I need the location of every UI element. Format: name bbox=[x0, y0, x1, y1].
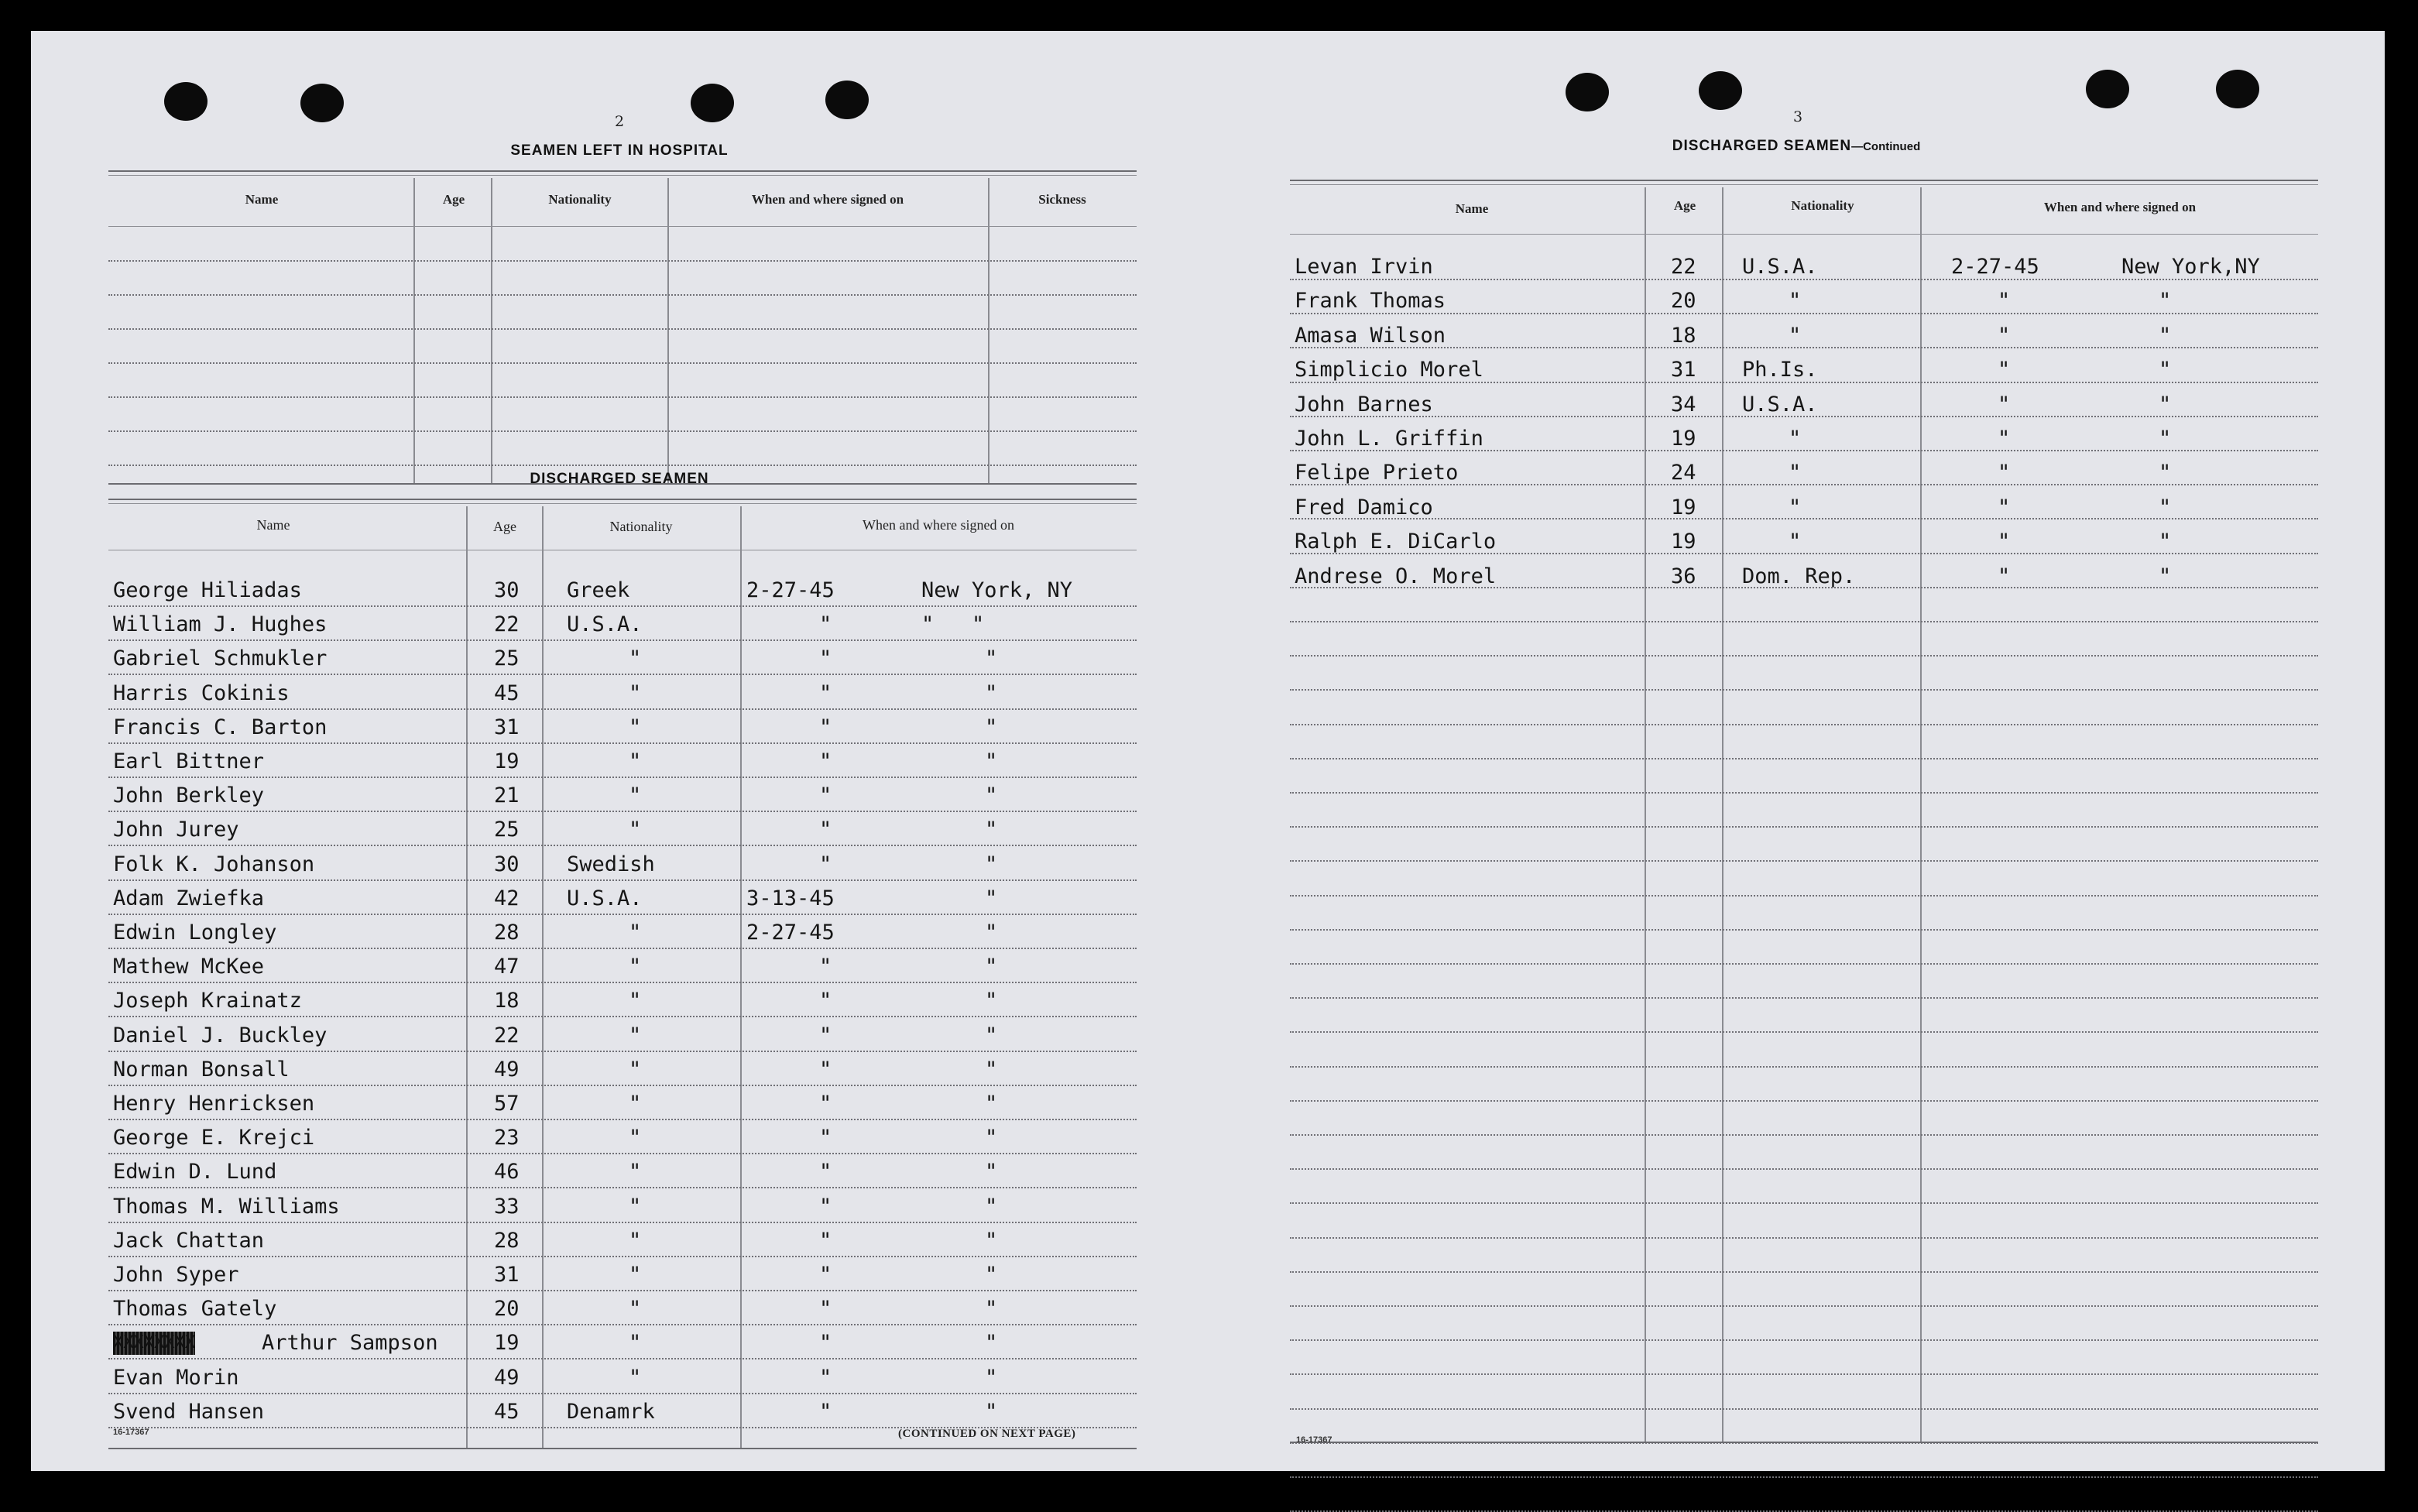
seaman-age: 31 bbox=[1671, 358, 1696, 382]
seaman-age: 57 bbox=[494, 1092, 520, 1116]
punch-hole bbox=[164, 82, 208, 121]
hospital-col-nationality: Nationality bbox=[548, 192, 612, 207]
seaman-age: 18 bbox=[1671, 324, 1696, 348]
punch-hole bbox=[825, 81, 869, 119]
signed-on-place: " bbox=[985, 955, 998, 979]
signed-on-date: 3-13-45 bbox=[746, 886, 835, 910]
seaman-age: 19 bbox=[494, 749, 520, 773]
right-col-nationality: Nationality bbox=[1791, 198, 1854, 213]
continued-suffix: —Continued bbox=[1851, 140, 1921, 153]
seaman-nationality: " bbox=[1789, 530, 1802, 554]
seaman-age: 21 bbox=[494, 783, 520, 807]
seaman-age: 19 bbox=[494, 1331, 520, 1355]
seaman-nationality: Denamrk bbox=[567, 1400, 655, 1424]
seaman-age: 33 bbox=[494, 1195, 520, 1219]
seaman-nationality: Swedish bbox=[567, 852, 655, 876]
signed-on-date: " bbox=[819, 715, 832, 739]
seaman-nationality: " bbox=[629, 1160, 642, 1184]
seaman-age: 24 bbox=[1671, 461, 1696, 485]
signed-on-date: " bbox=[819, 1092, 832, 1116]
seaman-nationality: Greek bbox=[567, 578, 630, 602]
seaman-name: Felipe Prieto bbox=[1295, 461, 1459, 485]
seaman-nationality: " bbox=[1789, 461, 1802, 485]
signed-on-date: " bbox=[819, 1366, 832, 1390]
seaman-age: 28 bbox=[494, 921, 520, 945]
seaman-name: Levan Irvin bbox=[1295, 255, 1433, 279]
seaman-name: Earl Bittner bbox=[113, 749, 265, 773]
form-number-right: 16-17367 bbox=[1296, 1435, 1332, 1445]
seaman-name: Fred Damico bbox=[1295, 495, 1433, 519]
hospital-col-name: Name bbox=[245, 192, 279, 207]
seaman-nationality: U.S.A. bbox=[1742, 255, 1818, 279]
signed-on-date: 2-27-45 bbox=[1951, 255, 2039, 279]
seaman-name: Ralph E. DiCarlo bbox=[1295, 530, 1497, 554]
seaman-name: John Syper bbox=[113, 1263, 239, 1287]
signed-on-date: " bbox=[1998, 530, 2011, 554]
seaman-nationality: " bbox=[629, 1229, 642, 1253]
signed-on-place: " bbox=[985, 749, 998, 773]
signed-on-date: " bbox=[819, 1126, 832, 1150]
seaman-age: 31 bbox=[494, 1263, 520, 1287]
signed-on-date: " bbox=[819, 783, 832, 807]
signed-on-place: " bbox=[2159, 495, 2172, 519]
seaman-name: William J. Hughes bbox=[113, 612, 328, 636]
seaman-age: 20 bbox=[494, 1297, 520, 1321]
seaman-name: Jack Chattan bbox=[113, 1229, 265, 1253]
seaman-age: 22 bbox=[494, 1023, 520, 1047]
seaman-age: 49 bbox=[494, 1058, 520, 1082]
seaman-age: 19 bbox=[1671, 427, 1696, 451]
signed-on-date: " bbox=[819, 955, 832, 979]
signed-on-date: " bbox=[1998, 495, 2011, 519]
signed-on-place: " bbox=[985, 852, 998, 876]
right-col-name: Name bbox=[1455, 201, 1489, 216]
signed-on-place: " bbox=[2159, 358, 2172, 382]
seaman-name: Henry Henricksen bbox=[113, 1092, 315, 1116]
seaman-name: John Berkley bbox=[113, 783, 265, 807]
seaman-nationality: " bbox=[629, 989, 642, 1013]
seaman-name: Daniel J. Buckley bbox=[113, 1023, 328, 1047]
seaman-age: 47 bbox=[494, 955, 520, 979]
seaman-nationality: " bbox=[629, 1023, 642, 1047]
seaman-nationality: " bbox=[629, 1366, 642, 1390]
seaman-age: 46 bbox=[494, 1160, 520, 1184]
seaman-nationality: " bbox=[1789, 289, 1802, 313]
seaman-nationality: " bbox=[1789, 495, 1802, 519]
signed-on-date: " bbox=[819, 612, 832, 636]
signed-on-place: " bbox=[985, 1058, 998, 1082]
seaman-age: 25 bbox=[494, 818, 520, 842]
signed-on-place: " bbox=[985, 1023, 998, 1047]
signed-on-date: " bbox=[819, 852, 832, 876]
seaman-name: Edwin Longley bbox=[113, 921, 277, 945]
seaman-nationality: " bbox=[629, 1058, 642, 1082]
seaman-age: 19 bbox=[1671, 530, 1696, 554]
discharged-col-name: Name bbox=[256, 517, 290, 533]
seaman-name: George E. Krejci bbox=[113, 1126, 315, 1150]
signed-on-place: New York, NY bbox=[921, 578, 1073, 602]
continued-note: (CONTINUED ON NEXT PAGE) bbox=[898, 1428, 1076, 1440]
signed-on-date: " bbox=[819, 1229, 832, 1253]
seaman-name: George Hiliadas bbox=[113, 578, 302, 602]
seaman-nationality: " bbox=[629, 1092, 642, 1116]
discharged-continued-title bbox=[1471, 138, 2121, 155]
seaman-nationality: " bbox=[629, 1263, 642, 1287]
seaman-age: 19 bbox=[1671, 495, 1696, 519]
seaman-age: 23 bbox=[494, 1126, 520, 1150]
seaman-nationality: Dom. Rep. bbox=[1742, 564, 1856, 588]
signed-on-place: " bbox=[985, 715, 998, 739]
seaman-nationality: U.S.A. bbox=[567, 612, 643, 636]
signed-on-place: " bbox=[2159, 427, 2172, 451]
punch-hole bbox=[1566, 73, 1609, 111]
seaman-name: John Jurey bbox=[113, 818, 239, 842]
form-number-left: 16-17367 bbox=[113, 1428, 149, 1437]
seaman-nationality: " bbox=[629, 818, 642, 842]
struck-out-text: XXXXXXXX bbox=[113, 1332, 195, 1355]
signed-on-date: " bbox=[819, 989, 832, 1013]
signed-on-date: 2-27-45 bbox=[746, 921, 835, 945]
signed-on-date: " bbox=[819, 749, 832, 773]
seaman-name: Thomas M. Williams bbox=[113, 1195, 340, 1219]
seaman-nationality: " bbox=[629, 749, 642, 773]
signed-on-date: " bbox=[1998, 461, 2011, 485]
seaman-name: John Barnes bbox=[1295, 393, 1433, 417]
punch-hole bbox=[300, 84, 344, 122]
signed-on-place: " bbox=[2159, 393, 2172, 417]
seaman-nationality: " bbox=[629, 681, 642, 705]
seaman-nationality: " bbox=[629, 783, 642, 807]
seaman-age: 34 bbox=[1671, 393, 1696, 417]
seaman-name: Joseph Krainatz bbox=[113, 989, 302, 1013]
seaman-name: John L. Griffin bbox=[1295, 427, 1483, 451]
seaman-nationality: " bbox=[629, 955, 642, 979]
seaman-age: 28 bbox=[494, 1229, 520, 1253]
signed-on-place: " bbox=[985, 1160, 998, 1184]
seaman-nationality: Ph.Is. bbox=[1742, 358, 1818, 382]
seaman-nationality: " bbox=[629, 715, 642, 739]
signed-on-place: " bbox=[985, 1092, 998, 1116]
signed-on-place: " bbox=[985, 681, 998, 705]
signed-on-date: " bbox=[819, 1023, 832, 1047]
punch-hole bbox=[691, 84, 734, 122]
punch-hole bbox=[2086, 70, 2129, 108]
discharged-col-nationality: Nationality bbox=[609, 519, 673, 534]
signed-on-place: " bbox=[985, 1263, 998, 1287]
seaman-name: Edwin D. Lund bbox=[113, 1160, 277, 1184]
seaman-age: 30 bbox=[494, 578, 520, 602]
seaman-nationality: " bbox=[629, 921, 642, 945]
seaman-nationality: " bbox=[629, 1297, 642, 1321]
signed-on-place: " bbox=[985, 646, 998, 670]
seaman-nationality: " bbox=[629, 1195, 642, 1219]
punch-hole bbox=[1699, 71, 1742, 110]
signed-on-place: " bbox=[985, 1331, 998, 1355]
seaman-age: 30 bbox=[494, 852, 520, 876]
seaman-nationality: " bbox=[629, 1331, 642, 1355]
signed-on-date: " bbox=[819, 1160, 832, 1184]
seaman-age: 31 bbox=[494, 715, 520, 739]
signed-on-place: " bbox=[985, 989, 998, 1013]
seaman-name: Arthur Sampson bbox=[262, 1331, 438, 1355]
signed-on-date: " bbox=[819, 1263, 832, 1287]
seaman-nationality: U.S.A. bbox=[1742, 393, 1818, 417]
signed-on-place: " " bbox=[921, 612, 985, 636]
seaman-name: Andrese O. Morel bbox=[1295, 564, 1497, 588]
signed-on-date: " bbox=[819, 1400, 832, 1424]
hospital-section-title: SEAMEN LEFT IN HOSPITAL bbox=[510, 142, 729, 159]
seaman-age: 22 bbox=[494, 612, 520, 636]
signed-on-place: " bbox=[985, 1229, 998, 1253]
seaman-age: 20 bbox=[1671, 289, 1696, 313]
seaman-name: Francis C. Barton bbox=[113, 715, 328, 739]
signed-on-date: " bbox=[1998, 358, 2011, 382]
seaman-name: Norman Bonsall bbox=[113, 1058, 290, 1082]
signed-on-place: " bbox=[985, 783, 998, 807]
seaman-name: Mathew McKee bbox=[113, 955, 265, 979]
seaman-age: 36 bbox=[1671, 564, 1696, 588]
seaman-age: 18 bbox=[494, 989, 520, 1013]
signed-on-date: " bbox=[819, 1331, 832, 1355]
signed-on-place: " bbox=[2159, 564, 2172, 588]
signed-on-place: " bbox=[2159, 530, 2172, 554]
hospital-col-age: Age bbox=[442, 192, 465, 207]
hospital-col-sickness: Sickness bbox=[1038, 192, 1086, 207]
seaman-name: Adam Zwiefka bbox=[113, 886, 265, 910]
signed-on-place: " bbox=[985, 886, 998, 910]
seaman-name: Gabriel Schmukler bbox=[113, 646, 328, 670]
seaman-nationality: " bbox=[629, 1126, 642, 1150]
signed-on-date: " bbox=[1998, 427, 2011, 451]
signed-on-date: " bbox=[819, 1297, 832, 1321]
document-sheet bbox=[31, 31, 2385, 1471]
page-number-right: 3 bbox=[1792, 108, 1803, 125]
seaman-name: Svend Hansen bbox=[113, 1400, 265, 1424]
seaman-nationality: " bbox=[1789, 324, 1802, 348]
signed-on-place: " bbox=[985, 1366, 998, 1390]
seaman-age: 45 bbox=[494, 1400, 520, 1424]
signed-on-date: " bbox=[1998, 324, 2011, 348]
signed-on-date: 2-27-45 bbox=[746, 578, 835, 602]
seaman-name: Frank Thomas bbox=[1295, 289, 1446, 313]
seaman-name: Simplicio Morel bbox=[1295, 358, 1483, 382]
seaman-age: 49 bbox=[494, 1366, 520, 1390]
signed-on-date: " bbox=[819, 681, 832, 705]
seaman-name: Folk K. Johanson bbox=[113, 852, 315, 876]
signed-on-date: " bbox=[1998, 289, 2011, 313]
discharged-continued-title-text: DISCHARGED SEAMEN bbox=[1672, 138, 1852, 154]
signed-on-place: " bbox=[985, 1126, 998, 1150]
punch-hole bbox=[2216, 70, 2259, 108]
seaman-name: Evan Morin bbox=[113, 1366, 239, 1390]
seaman-name: Thomas Gately bbox=[113, 1297, 277, 1321]
right-col-signed-on: When and where signed on bbox=[2043, 200, 2197, 214]
seaman-age: 42 bbox=[494, 886, 520, 910]
seaman-nationality: U.S.A. bbox=[567, 886, 643, 910]
signed-on-place: " bbox=[985, 1195, 998, 1219]
seaman-nationality: " bbox=[1789, 427, 1802, 451]
seaman-age: 25 bbox=[494, 646, 520, 670]
signed-on-date: " bbox=[819, 818, 832, 842]
signed-on-date: " bbox=[1998, 564, 2011, 588]
signed-on-place: New York,NY bbox=[2121, 255, 2260, 279]
discharged-col-age: Age bbox=[493, 519, 516, 534]
hospital-col-signed-on: When and where signed on bbox=[751, 192, 904, 207]
signed-on-place: " bbox=[2159, 324, 2172, 348]
seaman-nationality: " bbox=[629, 646, 642, 670]
signed-on-date: " bbox=[819, 1195, 832, 1219]
signed-on-place: " bbox=[985, 1400, 998, 1424]
signed-on-place: " bbox=[985, 818, 998, 842]
signed-on-date: " bbox=[819, 1058, 832, 1082]
signed-on-place: " bbox=[2159, 289, 2172, 313]
signed-on-date: " bbox=[819, 646, 832, 670]
seaman-name: Amasa Wilson bbox=[1295, 324, 1446, 348]
discharged-section-title: DISCHARGED SEAMEN bbox=[530, 471, 709, 487]
seaman-age: 22 bbox=[1671, 255, 1696, 279]
seaman-name: Harris Cokinis bbox=[113, 681, 290, 705]
seaman-age: 45 bbox=[494, 681, 520, 705]
signed-on-place: " bbox=[985, 921, 998, 945]
signed-on-date: " bbox=[1998, 393, 2011, 417]
page-number-left: 2 bbox=[614, 113, 625, 130]
signed-on-place: " bbox=[2159, 461, 2172, 485]
discharged-col-signed-on: When and where signed on bbox=[863, 517, 1014, 533]
right-col-age: Age bbox=[1673, 198, 1696, 213]
signed-on-place: " bbox=[985, 1297, 998, 1321]
